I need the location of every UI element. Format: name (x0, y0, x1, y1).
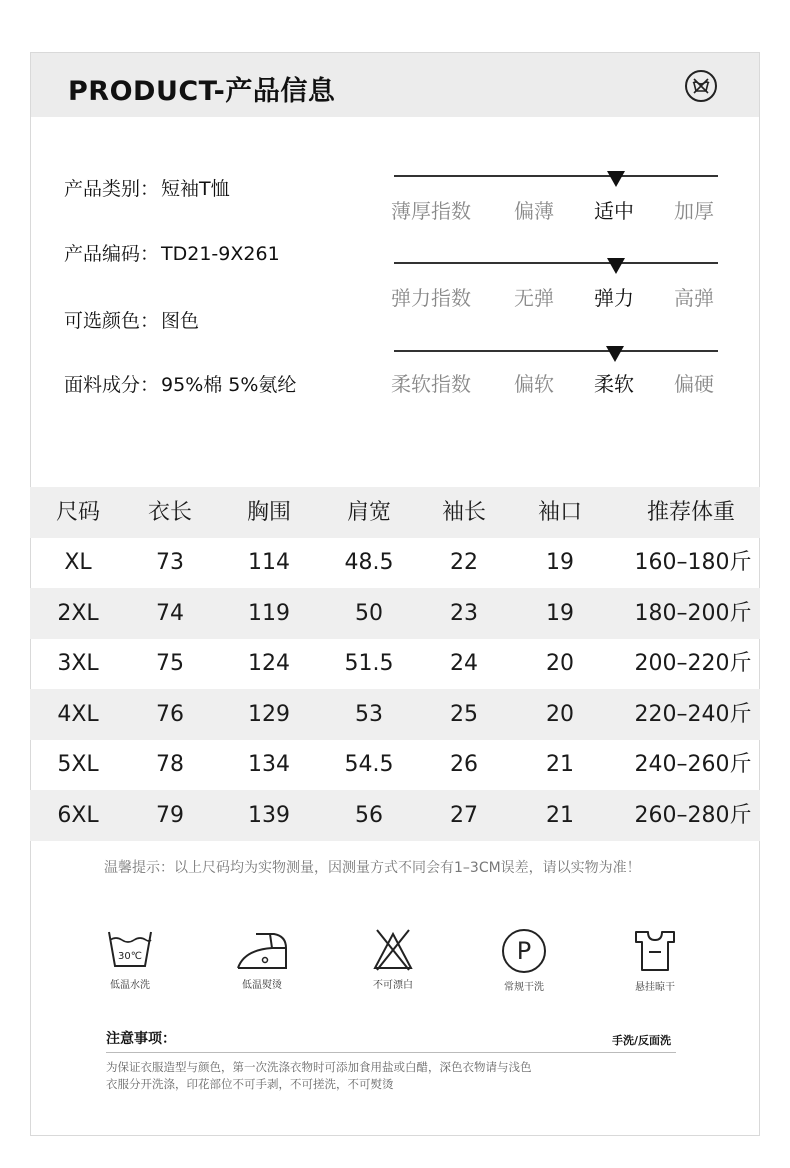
table-header-cell: 肩宽 (346, 500, 391, 525)
index-option: 偏薄 (514, 199, 554, 223)
table-cell: 76 (156, 702, 184, 727)
table-header-cell: 袖口 (537, 500, 582, 525)
measurement-tip: 温馨提示：以上尺码均为实物测量，因测量方式不同会有1–3CM误差，请以实物为准！ (104, 860, 641, 876)
table-row (30, 790, 760, 841)
table-cell: 21 (546, 803, 574, 828)
info-value: 图色 (161, 310, 200, 332)
table-cell: 124 (248, 651, 290, 676)
info-value: 95%棉 5%氨纶 (161, 374, 297, 396)
page-title: PRODUCT-产品信息 (68, 76, 336, 107)
table-cell: 134 (248, 752, 290, 777)
table-cell: 74 (156, 601, 184, 626)
table-cell: 79 (156, 803, 184, 828)
table-cell: 200–220斤 (634, 651, 752, 676)
care-item-dryclean (464, 928, 584, 993)
table-header-cell: 袖长 (441, 500, 486, 525)
info-category (64, 174, 230, 201)
table-cell: 19 (546, 550, 574, 575)
table-cell: 25 (450, 702, 478, 727)
info-label: 产品类别： (64, 178, 160, 200)
table-cell: 26 (450, 752, 478, 777)
notice-line: 衣服分开洗涤，印花部位不可手剥，不可搓洗，不可熨烫 (106, 1077, 394, 1091)
table-cell: 114 (248, 550, 290, 575)
care-label: 低温水洗 (110, 980, 150, 991)
notice-line: 为保证衣服造型与颜色，第一次洗涤衣物时可添加食用盐或白醋，深色衣物请与浅色 (106, 1060, 532, 1074)
notice-wash-method: 手洗/反面洗 (612, 1034, 672, 1047)
notice-title: 注意事项： (106, 1031, 176, 1047)
table-cell: 20 (546, 651, 574, 676)
table-cell: 129 (248, 702, 290, 727)
care-item-bleach (333, 928, 453, 991)
selected-marker-icon (607, 171, 625, 187)
thickness-index (391, 175, 718, 235)
no-bleach-icon (371, 928, 415, 972)
table-row (30, 689, 760, 740)
info-value: TD21-9X261 (161, 243, 280, 265)
table-header-cell: 衣长 (147, 500, 192, 525)
table-cell: 139 (248, 803, 290, 828)
info-color (64, 306, 199, 333)
table-cell: 180–200斤 (634, 601, 752, 626)
index-option: 偏软 (514, 372, 554, 396)
table-cell: 51.5 (344, 651, 394, 676)
table-cell: 75 (156, 651, 184, 676)
wash-temp: 30℃ (118, 951, 142, 962)
table-cell: 6XL (57, 803, 99, 828)
info-value: 短袖T恤 (161, 178, 230, 200)
table-header-cell: 尺码 (55, 500, 100, 525)
table-cell: 22 (450, 550, 478, 575)
low-temp-iron-icon (234, 928, 290, 972)
table-cell: 21 (546, 752, 574, 777)
table-cell: 56 (355, 803, 383, 828)
scale-line (394, 175, 718, 177)
care-item-hang (595, 928, 715, 993)
index-option: 无弹 (514, 286, 554, 310)
table-cell: 119 (248, 601, 290, 626)
no-wash-icon (685, 70, 717, 102)
index-option-selected: 柔软 (594, 372, 634, 396)
table-cell: 220–240斤 (634, 702, 752, 727)
dry-clean-letter: P (516, 937, 532, 965)
table-cell: 260–280斤 (634, 803, 752, 828)
index-option: 偏硬 (674, 372, 714, 396)
table-cell: 50 (355, 601, 383, 626)
table-cell: 3XL (57, 651, 99, 676)
divider (106, 1052, 676, 1053)
info-label: 面料成分： (64, 374, 160, 396)
index-option: 加厚 (674, 199, 714, 223)
care-label: 常规干洗 (504, 982, 544, 993)
table-row (30, 638, 760, 689)
elasticity-index (391, 262, 718, 322)
table-header-cell: 推荐体重 (646, 500, 735, 525)
index-option-selected: 弹力 (594, 286, 634, 310)
index-name: 弹力指数 (391, 286, 471, 310)
scale-line (394, 350, 718, 352)
care-item-iron (202, 928, 322, 991)
table-row (30, 739, 760, 790)
hang-dry-icon (632, 928, 678, 974)
table-cell: 23 (450, 601, 478, 626)
table-header-row (30, 487, 760, 538)
low-temp-wash-icon (105, 928, 155, 972)
table-cell: 19 (546, 601, 574, 626)
info-label: 可选颜色： (64, 310, 160, 332)
table-cell: 20 (546, 702, 574, 727)
table-row (30, 588, 760, 639)
table-cell: 54.5 (344, 752, 394, 777)
index-option: 高弹 (674, 286, 714, 310)
care-label: 低温熨烫 (242, 980, 282, 991)
index-option-selected: 适中 (594, 199, 634, 223)
table-cell: 73 (156, 550, 184, 575)
index-name: 柔软指数 (391, 372, 471, 396)
table-cell: 5XL (57, 752, 99, 777)
table-cell: 4XL (57, 702, 99, 727)
care-item-wash (70, 928, 190, 991)
table-cell: 240–260斤 (634, 752, 752, 777)
table-cell: 48.5 (344, 550, 394, 575)
table-cell: 24 (450, 651, 478, 676)
selected-marker-icon (607, 258, 625, 274)
softness-index (391, 350, 718, 410)
table-cell: 160–180斤 (634, 550, 752, 575)
care-label: 不可漂白 (373, 980, 413, 991)
header-bar (31, 53, 759, 117)
index-name: 薄厚指数 (391, 199, 471, 223)
table-cell: 27 (450, 803, 478, 828)
scale-line (394, 262, 718, 264)
info-material (64, 370, 296, 397)
info-code (64, 239, 280, 266)
regular-dry-clean-icon (501, 928, 547, 974)
care-label: 悬挂晾干 (635, 982, 675, 993)
table-row (30, 537, 760, 588)
table-cell: XL (64, 550, 92, 575)
table-cell: 78 (156, 752, 184, 777)
table-cell: 2XL (57, 601, 99, 626)
selected-marker-icon (606, 346, 624, 362)
table-header-cell: 胸围 (246, 500, 291, 525)
info-label: 产品编码： (64, 243, 160, 265)
table-cell: 53 (355, 702, 383, 727)
